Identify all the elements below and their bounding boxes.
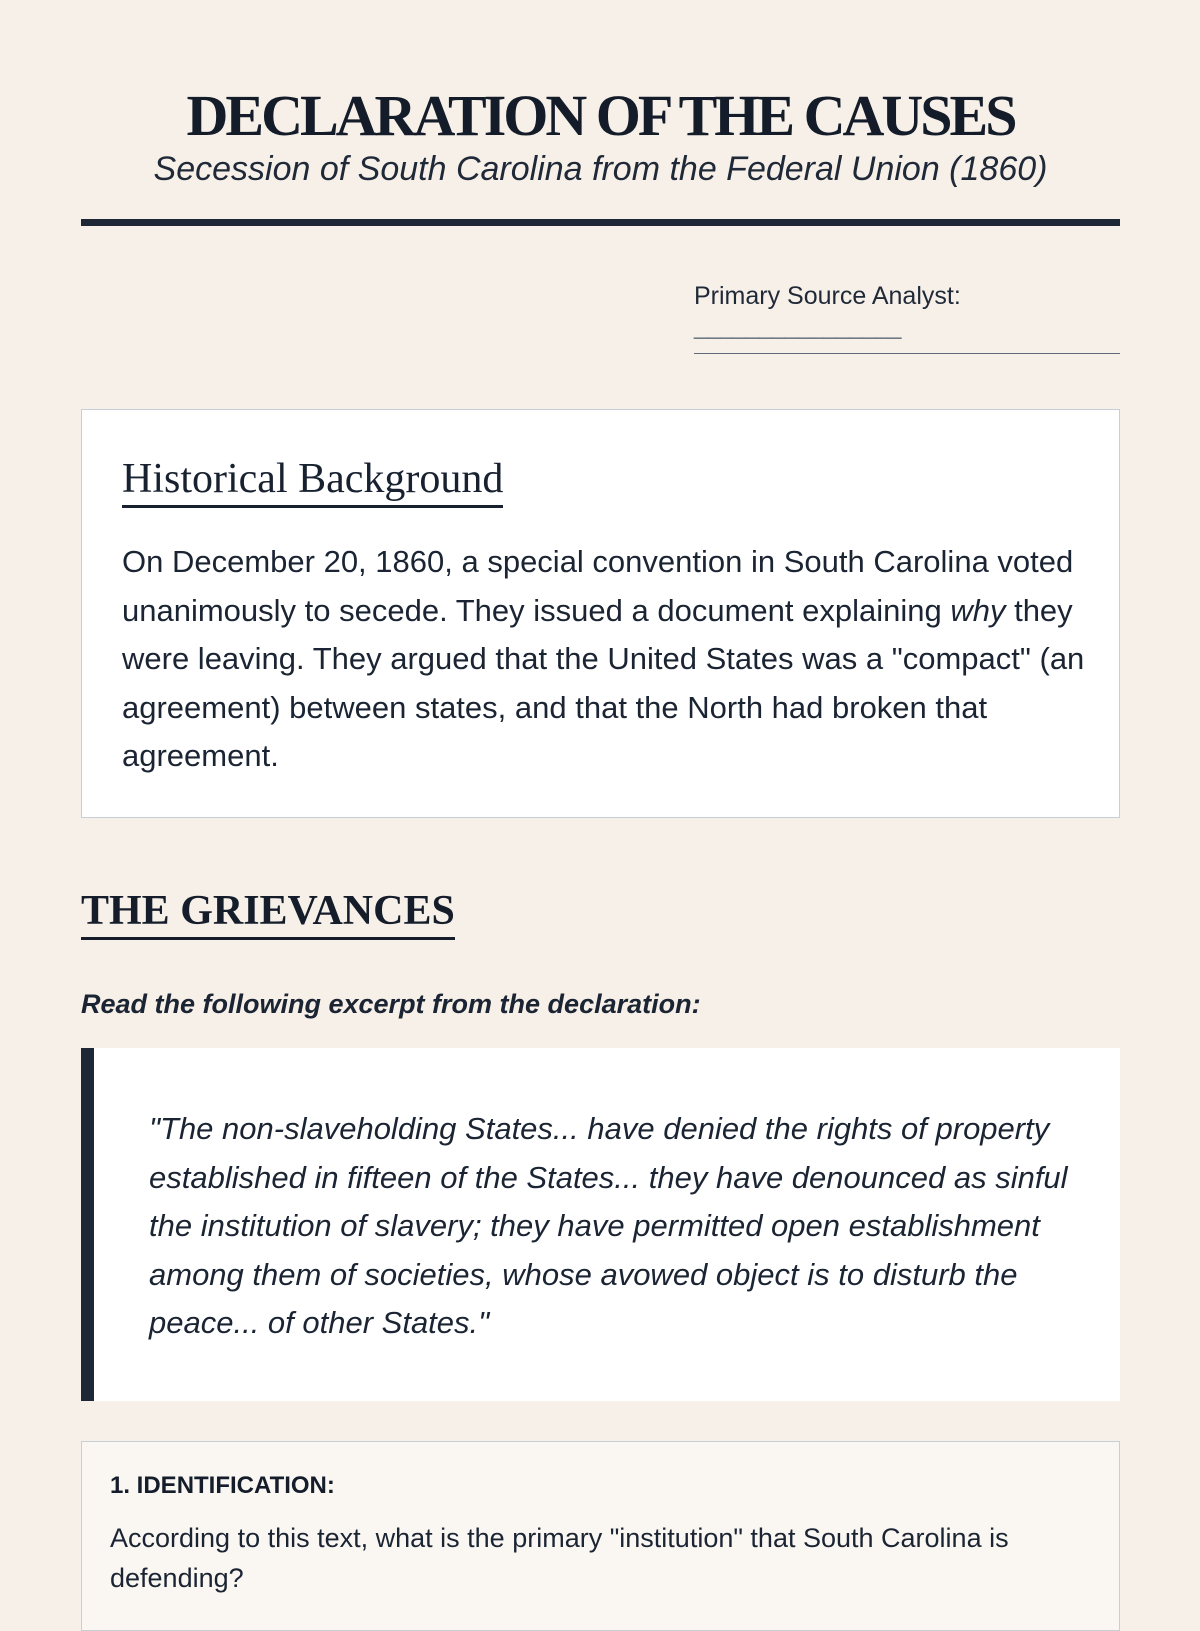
historical-background-heading: Historical Background (122, 454, 503, 508)
analyst-label: Primary Source Analyst: (694, 282, 961, 310)
document-subtitle: Secession of South Carolina from the Federal Union (1860) (153, 150, 1048, 188)
question-text: According to this text, what is the primary "institution" that South Carolina is defending? (110, 1523, 1009, 1593)
background-emphasis-why: why (950, 592, 1006, 628)
header-divider (81, 219, 1120, 226)
reading-instruction: Read the following excerpt from the declaration: (81, 989, 701, 1019)
analyst-name-field[interactable] (694, 280, 1120, 354)
historical-background-box (81, 409, 1120, 818)
question-label: 1. IDENTIFICATION: (110, 1472, 335, 1499)
background-text-part-1: On December 20, 1860, a special convention in South Carolina voted unanimously to secede. They issued a document explaining (122, 544, 1074, 628)
worksheet-page (81, 0, 1120, 1600)
excerpt-text: "The non-slaveholding States... have denied the rights of property established in fifteen of the States... they have denounced as sinful the institution of slavery; they have permitted open establishment among them of societies, whose avowed object is to disturb the peace... of other States." (149, 1111, 1068, 1340)
question-card (81, 1441, 1120, 1631)
grievances-heading: THE GRIEVANCES (81, 886, 455, 940)
analyst-name-blank: ________________ (694, 312, 901, 340)
declaration-excerpt (81, 1048, 1120, 1401)
document-title: DECLARATION OF THE CAUSES (186, 83, 1015, 148)
historical-background-text (122, 538, 1087, 781)
background-text-part-2: they were leaving. They argued that the United States was a "compact" (an agreement) between states, and that the North had broken that agreement. (122, 592, 1085, 773)
